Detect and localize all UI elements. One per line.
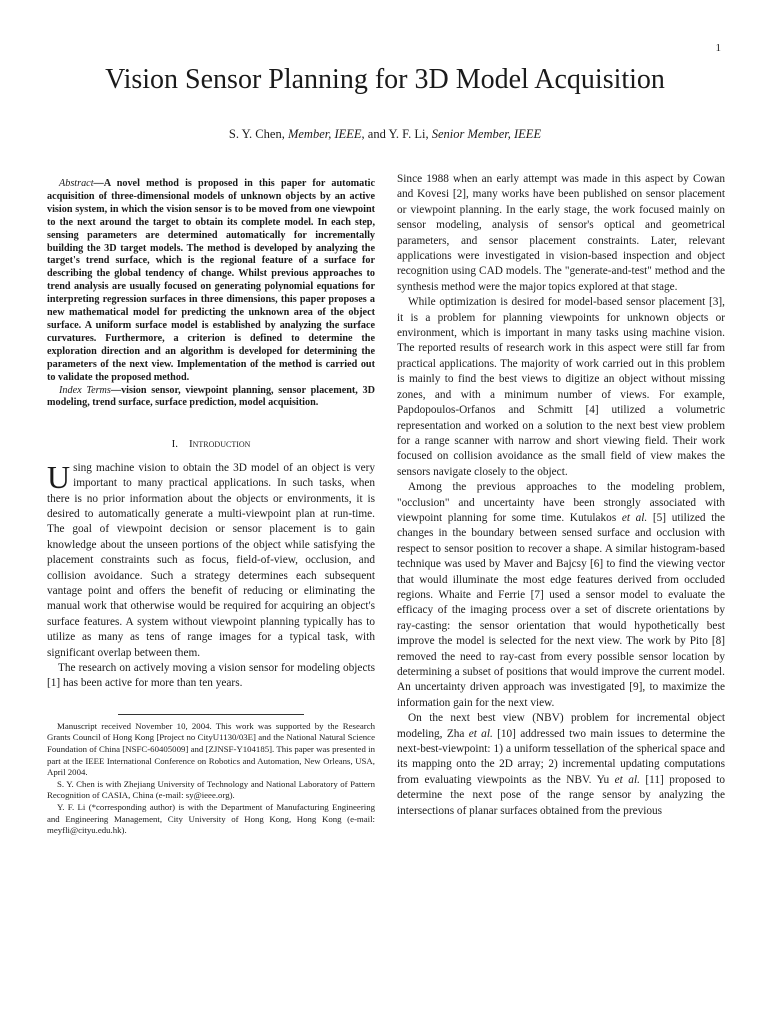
intro-paragraph-1 xyxy=(47,458,375,661)
et-al-italic: et al. xyxy=(621,511,648,524)
section-numeral: I. xyxy=(171,438,178,451)
abstract xyxy=(47,178,375,385)
drop-cap: U xyxy=(47,458,71,495)
et-al-italic: et al. xyxy=(468,727,493,740)
author-2-role: Senior Member, IEEE xyxy=(431,127,542,141)
section-title: Introduction xyxy=(188,438,251,451)
footnote-author-2: Y. F. Li (*corresponding author) is with the Department of Manufacturing Engineering and Engineering Management, City University of Hong Kong, Hong Kong (e-mail: meyfli@cityu.edu.hk). xyxy=(47,801,375,836)
section-heading-introduction xyxy=(47,437,375,452)
footnote-author-1: S. Y. Chen is with Zhejiang University of Technology and National Laboratory of Pattern Recognition of CASIA, China (e-mail: sy@ieee.org). xyxy=(47,778,375,801)
right-paragraph-2: While optimization is desired for model-based sensor placement [3], it is a problem for planning viewpoints for unknown objects or environment, which is important in many tasks using machine vision. The reported results of research work in this aspect were still far from practical applications. The majority of work carried out in this problem is mainly to find the best views to digitize an object without missing zones, and with a minimum number of views. For example, Papdopoulos-Orfanos and Schmitt [4] utilized a volumetric representation and worked on a solution to the next best view problem for a range scanner with narrow and short viewing field. Their work focused on collision avoidance as the small field of view makes the sensors navigate closely to the object. xyxy=(397,296,725,478)
right-paragraph-3-part-a: Among the previous approaches to the modeling problem, "occlusion" and uncertainty have been strongly associated with viewpoint planning for some time. Kutulakos xyxy=(397,481,725,524)
footnote-manuscript: Manuscript received November 10, 2004. This work was supported by the Research Grants Council of Hong Kong [Project no CityU1130/03E] and the National Natural Science Foundation of China [NSFC-60405009] and [ZJNSF-Y104185]. This paper was presented in part at the IEEE International Conference on Robotics and Automation, New Orleans, USA, April 2004. xyxy=(47,720,375,778)
right-paragraph-4-part-b: [10] addressed two main issues to determine the next-best-viewpoint: 1) a uniform tessellation of the spherical space and its mapping onto the 2D array; 2) incremental updating computations from evaluating viewpoints as the NBV. Yu xyxy=(397,727,725,786)
abstract-text: —A novel method is proposed in this paper for automatic acquisition of three-dimensional models of unknown objects by an active vision system, in which the vision sensor is to be moved from one viewpoint to the next around the target to obtain its complete model. In each step, sensing parameters are determined automatically for incrementally building the 3D target models. The method is developed by analyzing the target's trend surface, which is the regional feature of a surface for describing the global tendency of change. Whilst previous approaches to trend analysis are usually focused on generating polynomial equations for interpreting regression surfaces in three dimensions, this paper proposes a new mathematical model for predicting the unknown area of the object surface. A uniform surface model is established by analyzing the surface curvatures. Furthermore, a criterion is defined to determine the exploration direction and an algorithm is developed for determining the parameters of the next view. Implementation of the method is carried out to validate the proposed method. xyxy=(47,178,375,383)
right-paragraph-4-part-a: On the next best view (NBV) problem for incremental object modeling, Zha xyxy=(397,712,725,740)
author-separator: , and Y. F. Li, xyxy=(361,127,432,141)
index-terms-text: —vision sensor, viewpoint planning, sensor placement, 3D modeling, trend surface, surface prediction, model acquisition. xyxy=(47,384,375,409)
author-1-name: S. Y. Chen, xyxy=(228,127,288,141)
author-line xyxy=(0,127,770,142)
index-terms-lead: Index Terms xyxy=(59,384,111,396)
intro-paragraph-1-text: sing machine vision to obtain the 3D model of an object is very important to many practical applications. In such tasks, when there is no prior information about the objects or environments, it is desired to automatically generate a multi-viewpoint plan at run-time. The goal of viewpoint decision or sensor placement is to gain knowledge about the unseen portions of the object while satisfying the placement constraints such as focus, field-of-view, occlusion, and collision avoidance. Such a strategy determines each subsequent vantage point and offers the benefit of reducing or eliminating the manual work that otherwise would be required for acquiring an object's surface features. A system without viewpoint planning typically has to utilize as many as tens of range images for a typical task, with significant overlap between them. xyxy=(47,461,375,659)
abstract-lead: Abstract xyxy=(59,178,94,189)
et-al-italic: et al. xyxy=(614,773,640,786)
footnote-rule xyxy=(118,714,304,715)
right-column xyxy=(397,172,725,819)
page-number: 1 xyxy=(715,42,721,54)
right-paragraph-4-part-c: [11] proposed to determine the next pose of the range sensor by analyzing the intersections of planar surfaces obtained from the previous xyxy=(397,773,725,817)
right-paragraph-4 xyxy=(397,711,725,819)
author-1-role: Member, IEEE xyxy=(287,127,362,141)
right-paragraph-1: Since 1988 when an early attempt was made in this aspect by Cowan and Kovesi [2], many works have been published on sensor placement or viewpoint planning. In the early stage, the work focused mainly on sensor modeling, analysis of sensor's optical and geometrical parameters, and sensor placement constraints. Later, relevant applications were investigated in vision-based inspection and object recognition using CAD models. The "generate-and-test" method and the synthesis method were the major topics explored at that stage. xyxy=(397,173,725,293)
index-terms xyxy=(47,385,375,411)
intro-paragraph-2: The research on actively moving a vision sensor for modeling objects [1] has been active for more than ten years. xyxy=(47,662,375,690)
right-paragraph-3 xyxy=(397,480,725,711)
paper-title: Vision Sensor Planning for 3D Model Acquisition xyxy=(105,64,665,95)
right-paragraph-3-part-b: [5] utilized the changes in the boundary between sensed surface and occlusion with respect to sensor position to recover a shape. A similar histogram-based technique was used by Maver and Bajcsy [6] to find the viewing vector that would illuminate the most edge features derived from occluded regions. Whaite and Ferrie [7] used a sensor model to evaluate the efficacy of the imaging process over a set of discrete orientations by ray-casting: the sensor orientation that would hypothetically best improve the model is selected for the next view. The work by Pito [8] removed the need to ray-cast from every possible sensor location by determining a subset of positions that would improve the current model. An uncertainty driven approach was investigated [9], to maximize the information gain for the next view. xyxy=(397,511,726,709)
left-column xyxy=(47,172,375,837)
